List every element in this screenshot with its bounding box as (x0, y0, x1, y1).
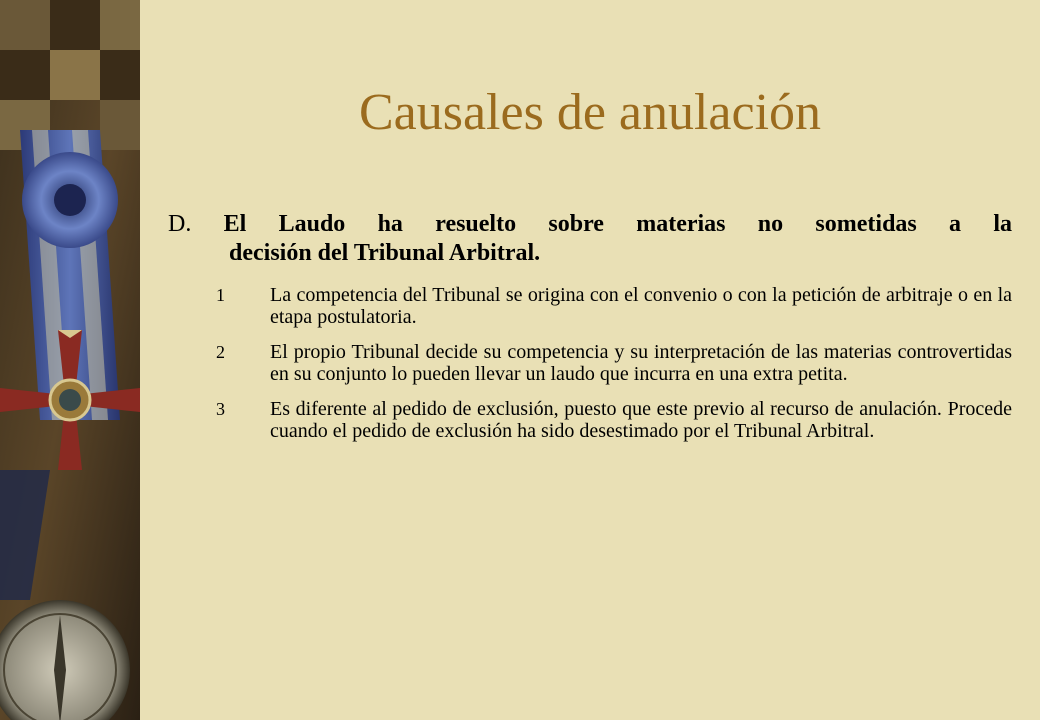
sub-point-text: La competencia del Tribunal se origina con el convenio o con la petición de arbitraje o en la etapa postulatoria. (270, 284, 1012, 328)
main-point-first-line (168, 210, 1012, 239)
sub-point-text: Es diferente al pedido de exclusión, puesto que este previo al recurso de anulación. Procede cuando el pedido de exclusión ha sido desestimado por el Tribunal Arbitral. (270, 398, 1012, 442)
sub-point-number: 3 (216, 399, 225, 419)
sub-point-list (168, 284, 1012, 442)
main-point-text-line2: decisión del Tribunal Arbitral. (229, 240, 541, 266)
sub-point-number: 1 (216, 285, 225, 305)
sub-point-item (168, 284, 1012, 328)
main-point-letter: D. (168, 211, 192, 237)
main-point-text-line1: El Laudo ha resuelto sobre materias no sometidas a la (223, 211, 1013, 237)
sub-point-item (168, 341, 1012, 385)
sub-point-number: 2 (216, 342, 225, 362)
sub-point-item (168, 398, 1012, 442)
slide-content (168, 210, 1012, 455)
sub-point-text: El propio Tribunal decide su competencia y su interpretación de las materias controvertidas en su conjunto lo pueden llevar un laudo que incurra en una extra petita. (270, 341, 1012, 385)
medal-compass-decorative-image (0, 0, 140, 720)
slide-title: Causales de anulación (358, 84, 822, 141)
main-point (168, 210, 1012, 268)
